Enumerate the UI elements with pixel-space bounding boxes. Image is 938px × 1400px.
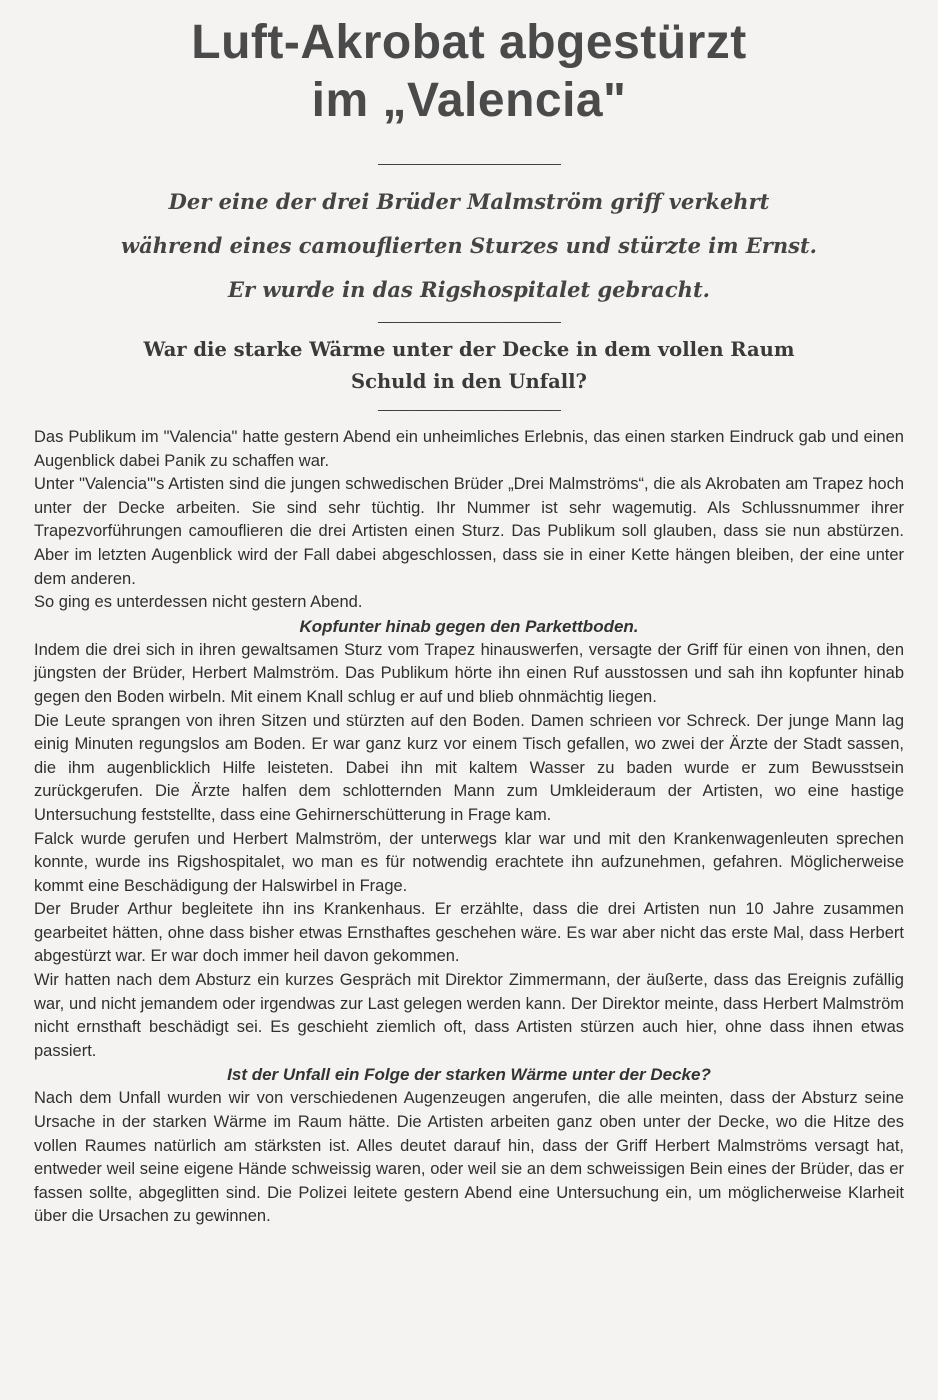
paragraph-2: Unter "Valencia"'s Artisten sind die jungen schwedischen Brüder „Drei Malmströms“, die als Akrobaten am Trapez hoch unter der Decke arbeiten. Sie sind sehr tüchtig. Ihr Nummer ist sehr wagemutig. Als Schlussnummer ihrer Trapezvorführungen camouflieren die drei Artisten einen Sturz. Das Publikum soll glauben, dass sie nun abstürzen. Aber im letzten Augenblick wird der Fall dabei abgeschlossen, dass sie in einer Kette hängen bleiben, der eine unter dem anderen. xyxy=(34,475,904,588)
section-heading-1: Kopfunter hinab gegen den Parkettboden. xyxy=(299,616,639,636)
article-body xyxy=(0,426,938,1229)
paragraph-1: Das Publikum im "Valencia" hatte gestern Abend ein unheimliches Erlebnis, das einen starken Eindruck gab und einen Augenblick dabei Panik zu schaffen war. xyxy=(34,428,904,470)
subheadline-line-2: während eines camouflierten Sturzes und stürzte im Ernst. xyxy=(121,233,817,258)
separator-3: —————————————— xyxy=(378,401,560,417)
paragraph-6: Falck wurde gerufen und Herbert Malmström, der unterwegs klar war und mit den Krankenwagenleuten sprechen konnte, wurde ins Rigshospitalet, wo man es für notwendig erachtete ihn aufzunehmen, gefahren. Möglicherweise kommt eine Beschädigung der Halswirbel in Frage. xyxy=(34,829,904,895)
headline-line-2: im „Valencia" xyxy=(311,74,627,127)
question-heading xyxy=(0,334,938,398)
question-line-2: Schuld in den Unfall? xyxy=(351,370,587,393)
paragraph-4: Indem die drei sich in ihren gewaltsamen Sturz vom Trapez hinauswerfen, versagte der Griff für einen von ihnen, den jüngsten der Brüder, Herbert Malmström. Das Publikum hörte ihn einen Ruf ausstossen und sah ihn kopfunter hinab gegen den Boden wirbeln. Mit einem Knall schlug er auf und blieb ohnmächtig liegen. xyxy=(34,640,904,706)
separator-2: —————————————— xyxy=(378,313,560,329)
paragraph-5: Die Leute sprangen von ihren Sitzen und stürzten auf den Boden. Damen schrieen vor Schreck. Der junge Mann lag einig Minuten regungslos am Boden. Er war ganz kurz vor einem Tisch gefallen, wo zwei der Ärzte der Stadt sassen, die ihm augenblicklich Hilfe leisteten. Dabei ihn mit kaltem Wasser zu baden wurde er zum Bewusstsein zurückgerufen. Die Ärzte halfen dem schlotternden Mann zum Umkleideraum der Artisten, wo eine hastige Untersuchung feststellte, dass eine Gehirnerschütterung in Frage kam. xyxy=(34,711,904,824)
subheadline xyxy=(0,180,938,312)
paragraph-9: Nach dem Unfall wurden wir von verschiedenen Augenzeugen angerufen, die alle meinten, dass der Absturz seine Ursache in der starken Wärme im Raum hätte. Die Artisten arbeiten ganz oben unter der Decke, wo die Hitze des vollen Raumes natürlich am stärksten ist. Alles deutet darauf hin, dass der Griff Herbert Malmströms versagt hat, entweder weil seine eigene Hände schweissig waren, oder weil sie an dem schweissigen Bein eines der Brüder, das er fassen sollte, abgeglitten sind. Die Polizei leitete gestern Abend eine Untersuchung ein, um möglicherweise Klarheit über die Ursachen zu gewinnen. xyxy=(34,1089,904,1226)
paragraph-8: Wir hatten nach dem Absturz ein kurzes Gespräch mit Direktor Zimmermann, der äußerte, dass das Ereignis zufällig war, und nicht jemandem oder irgendwas zur Last gelegen werden kann. Der Direktor meinte, dass Herbert Malmström nicht ernsthaft beschädigt sei. Es geschieht ziemlich oft, dass Artisten stürzen auch hier, ohne dass ihnen etwas passiert. xyxy=(34,971,904,1060)
subheadline-line-1: Der eine der drei Brüder Malmström griff verkehrt xyxy=(168,189,770,214)
paragraph-7: Der Bruder Arthur begleitete ihn ins Krankenhaus. Er erzählte, dass die drei Artisten nun 10 Jahre zusammen gearbeitet hätten, ohne dass bisher etwas Ernsthaftes geschehen wäre. Es war aber nicht das erste Mal, dass Herbert abgestürzt war. Er war doch immer heil davon gekommen. xyxy=(34,900,904,966)
headline-line-1: Luft-Akrobat abgestürzt xyxy=(191,16,747,69)
subheadline-line-3: Er wurde in das Rigshospitalet gebracht. xyxy=(228,277,710,302)
separator-1: —————————————— xyxy=(378,155,560,171)
question-line-1: War die starke Wärme unter der Decke in dem vollen Raum xyxy=(143,338,795,361)
paragraph-3: So ging es unterdessen nicht gestern Abend. xyxy=(34,593,363,612)
headline xyxy=(0,0,938,130)
section-heading-2: Ist der Unfall ein Folge der starken Wärme unter der Decke? xyxy=(227,1065,711,1085)
